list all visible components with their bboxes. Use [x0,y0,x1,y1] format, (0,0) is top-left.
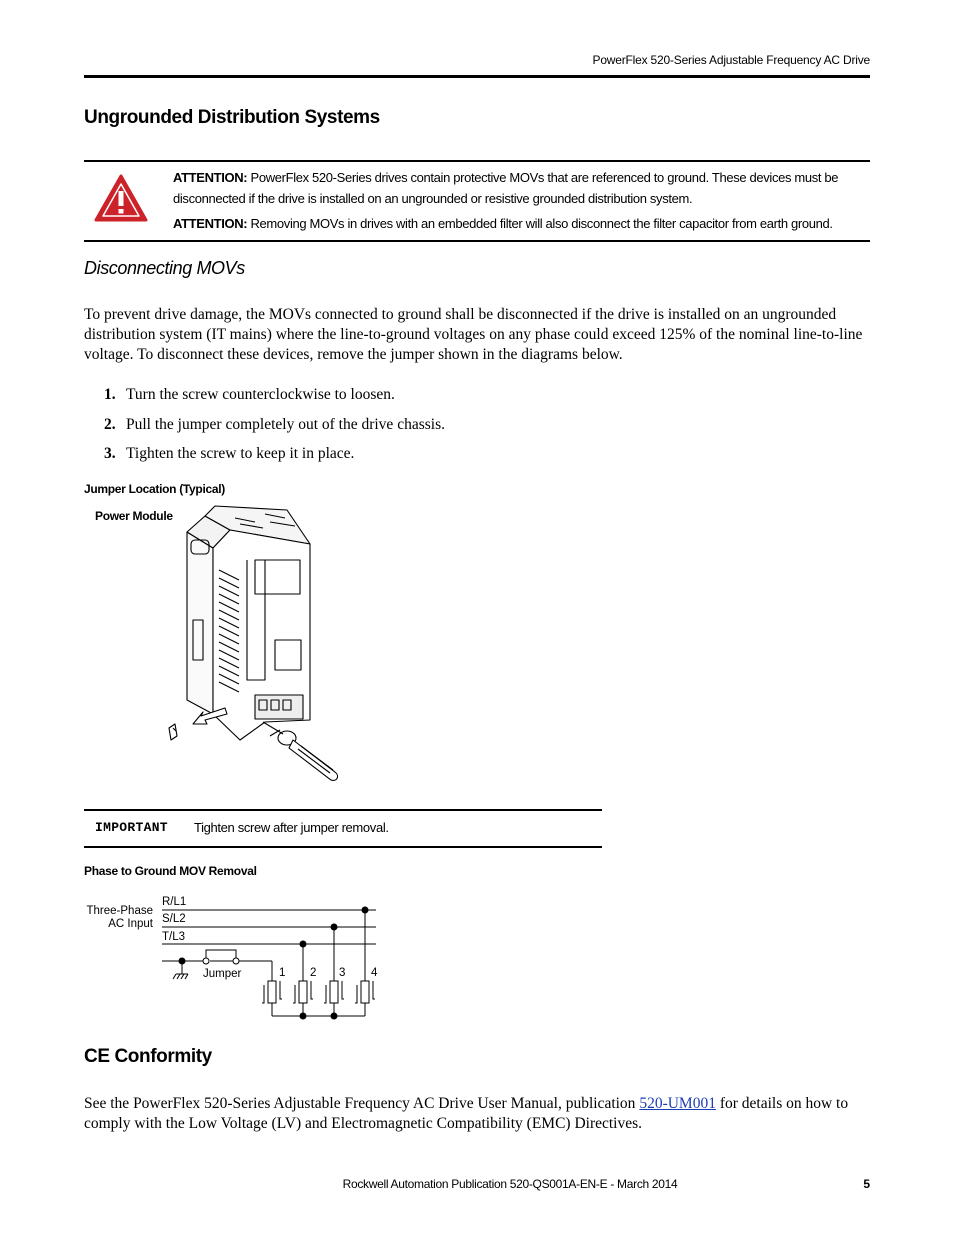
mov-number: 1 [279,967,286,979]
warning-triangle-icon [93,172,149,224]
figure-caption-mov-removal: Phase to Ground MOV Removal [84,864,257,878]
mov-number: 4 [371,967,378,979]
step-number: 3. [104,445,116,462]
input-label-line1: Three-Phase [86,905,153,917]
subsection-title: Disconnecting MOVs [84,258,245,278]
step-number: 1. [104,386,116,403]
intro-paragraph: To prevent drive damage, the MOVs connected to ground shall be disconnected if the drive is installed on an ungrounded distribution system (IT mains) where the line-to-ground voltages on any phase could exceed 125% of the nominal line-to-line voltage. To disconnect these devices, remove the jumper shown in the diagrams below. [84,306,863,363]
mov-number: 3 [339,967,346,979]
ce-text-before: See the PowerFlex 520-Series Adjustable Frequency AC Drive User Manual, publication [84,1095,640,1112]
important-label: IMPORTANT [95,820,168,835]
page-number: 5 [863,1177,870,1191]
phase-label-r: R/L1 [162,896,187,908]
ce-paragraph [84,1094,874,1134]
publication-link[interactable]: 520-UM001 [639,1095,716,1112]
phase-label-s: S/L2 [162,913,186,925]
important-box [84,809,602,848]
attention-label: ATTENTION: [173,170,248,185]
figure-caption-jumper-location: Jumper Location (Typical) [84,482,225,496]
mov-number: 2 [310,967,317,979]
section-title-ce-conformity: CE Conformity [84,1046,212,1067]
step-text: Pull the jumper completely out of the drive chassis. [126,415,445,433]
steps-list [104,386,445,475]
step-number: 2. [104,415,116,433]
attention-text: PowerFlex 520-Series drives contain protective MOVs that are referenced to ground. These devices must be disconnected if the drive is installed on an ungrounded or resistive grounded distribution system. [173,170,839,206]
attention-message-1 [173,167,863,209]
list-item [104,416,445,446]
input-label-line2: AC Input [108,918,153,930]
header-rule [84,75,870,78]
attention-label: ATTENTION: [173,216,248,231]
attention-box [84,160,870,242]
running-header: PowerFlex 520-Series Adjustable Frequency AC Drive [592,53,870,67]
mov-removal-schematic [84,890,404,1030]
phase-label-t: T/L3 [162,931,186,943]
list-item [104,386,445,416]
attention-text: Removing MOVs in drives with an embedded filter will also disconnect the filter capacitor from earth ground. [247,216,833,231]
important-text: Tighten screw after jumper removal. [194,820,389,835]
section-title-ungrounded: Ungrounded Distribution Systems [84,107,380,128]
power-module-illustration [155,500,355,790]
attention-message-2 [173,213,863,234]
list-item [104,445,445,475]
step-text: Tighten the screw to keep it in place. [126,445,355,462]
jumper-label: Jumper [203,968,242,980]
footer-publication: Rockwell Automation Publication 520-QS001A-EN-E - March 2014 [342,1177,678,1191]
ce-text-after: for details on how to comply with the Low Voltage (LV) and Electromagnetic Compatibility (EMC) Directives. [84,1095,849,1132]
step-text: Turn the screw counterclockwise to loosen. [126,386,395,403]
figure-label-power-module: Power Module [95,509,173,523]
